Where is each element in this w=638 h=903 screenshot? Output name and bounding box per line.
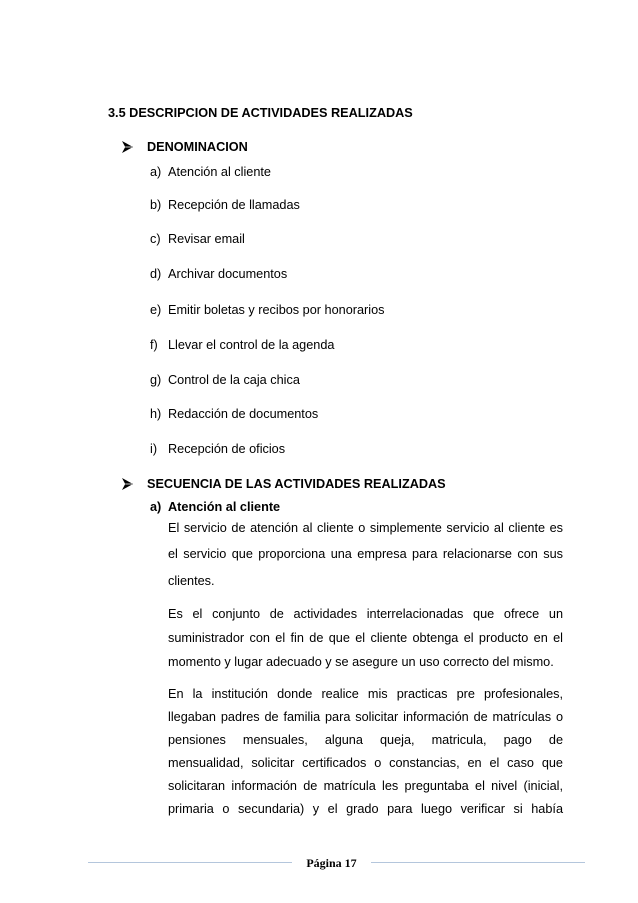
- page-number: Página 17: [306, 856, 357, 870]
- footer-rule-right: [371, 862, 585, 863]
- subsection-title: Atención al cliente: [168, 500, 281, 514]
- paragraph-line: el servicio que proporciona una empresa para relacionarse con sus: [168, 547, 563, 561]
- list-item-text: Recepción de llamadas: [168, 198, 300, 212]
- list-marker: c): [150, 232, 161, 246]
- list-item-text: Revisar email: [168, 232, 245, 246]
- list-marker: a): [150, 165, 162, 179]
- arrowhead-bullet-icon: [122, 141, 133, 153]
- paragraph-line: llegaban padres de familia para solicitar información de matrículas o: [168, 710, 563, 724]
- paragraph-line: mensualidad, solicitar certificados o constancias, en el caso que: [168, 756, 563, 770]
- arrowhead-bullet-icon: [122, 478, 133, 490]
- secuencia-title: SECUENCIA DE LAS ACTIVIDADES REALIZADAS: [147, 477, 446, 491]
- list-marker: i): [150, 442, 158, 456]
- list-marker: f): [150, 338, 158, 352]
- list-item-text: Emitir boletas y recibos por honorarios: [168, 303, 385, 317]
- list-item-text: Archivar documentos: [168, 267, 288, 281]
- list-item-text: Recepción de oficios: [168, 442, 286, 456]
- footer-rule-left: [88, 862, 292, 863]
- list-marker: g): [150, 373, 162, 387]
- list-marker: d): [150, 267, 162, 281]
- paragraph-line: primaria o secundaria) y el grado para luego verificar si había: [168, 802, 563, 816]
- paragraph-line: Es el conjunto de actividades interrelacionadas que ofrece un: [168, 607, 563, 621]
- list-marker: h): [150, 407, 162, 421]
- paragraph-line: En la institución donde realice mis practicas pre profesionales,: [168, 687, 563, 701]
- paragraph-line: suministrador con el fin de que el cliente obtenga el producto en el: [168, 631, 563, 645]
- list-item-text: Control de la caja chica: [168, 373, 300, 387]
- list-item-text: Llevar el control de la agenda: [168, 338, 335, 352]
- list-item-text: Atención al cliente: [168, 165, 271, 179]
- paragraph-line: clientes.: [168, 574, 215, 588]
- paragraph-line: solicitaran información de matrícula les preguntaba el nivel (inicial,: [168, 779, 563, 793]
- paragraph-line: El servicio de atención al cliente o simplemente servicio al cliente es: [168, 521, 563, 535]
- paragraph-line: pensiones mensuales, alguna queja, matricula, pago de: [168, 733, 563, 747]
- list-marker: e): [150, 303, 162, 317]
- paragraph-line: momento y lugar adecuado y se asegure un uso correcto del mismo.: [168, 655, 554, 669]
- section-heading: 3.5 DESCRIPCION DE ACTIVIDADES REALIZADAS: [108, 106, 413, 120]
- subsection-marker: a): [150, 500, 162, 514]
- denominacion-title: DENOMINACION: [147, 140, 248, 154]
- list-marker: b): [150, 198, 162, 212]
- list-item-text: Redacción de documentos: [168, 407, 319, 421]
